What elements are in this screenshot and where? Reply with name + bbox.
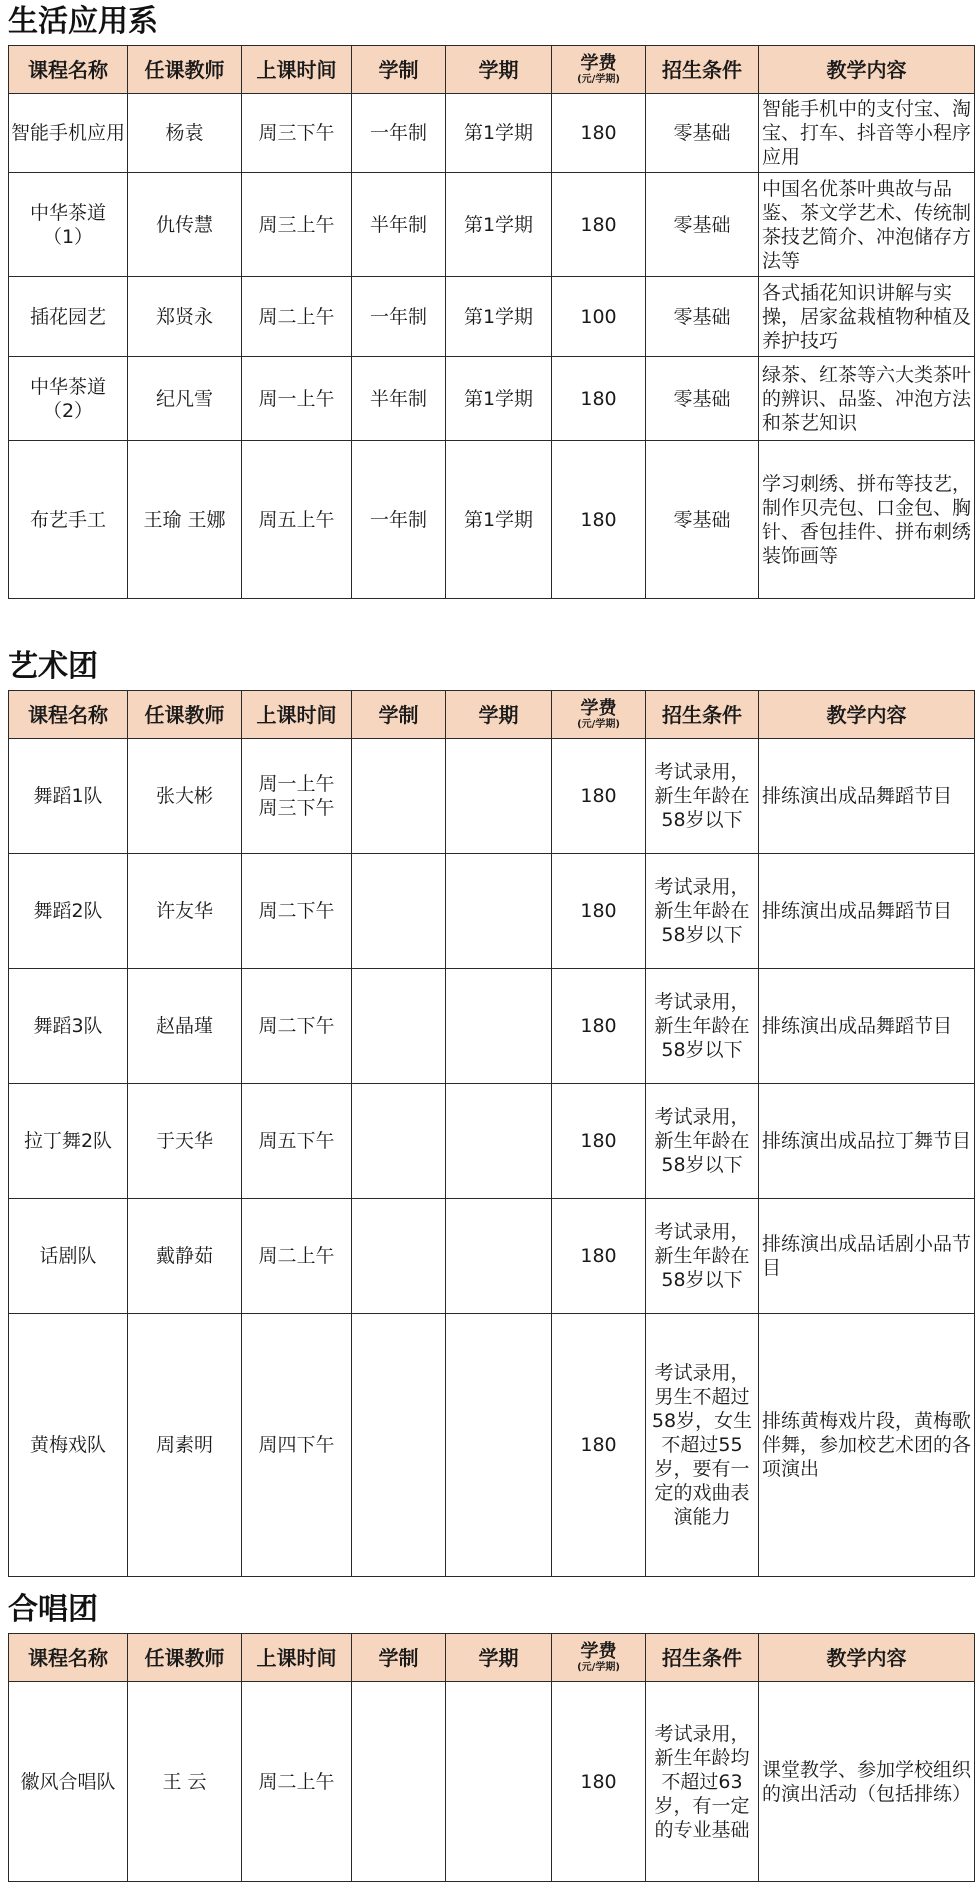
course-condition: 考试录用，新生年龄均不超过63岁，有一定的专业基础 xyxy=(646,1682,759,1882)
col-header-content: 教学内容 xyxy=(759,1634,975,1682)
course-content: 排练演出成品话剧小品节目 xyxy=(759,1199,975,1314)
course-condition: 考试录用，新生年龄在58岁以下 xyxy=(646,1199,759,1314)
col-header-time: 上课时间 xyxy=(242,1634,352,1682)
course-time: 周一上午 xyxy=(242,357,352,441)
course-teacher: 许友华 xyxy=(128,854,242,969)
course-condition: 零基础 xyxy=(646,173,759,277)
col-header-fee xyxy=(552,691,646,739)
table-row xyxy=(9,173,975,277)
course-name: 智能手机应用 xyxy=(9,94,128,173)
table-row xyxy=(9,1084,975,1199)
col-header-condition: 招生条件 xyxy=(646,1634,759,1682)
course-teacher: 纪凡雪 xyxy=(128,357,242,441)
course-condition: 考试录用，新生年龄在58岁以下 xyxy=(646,739,759,854)
course-teacher: 仇传慧 xyxy=(128,173,242,277)
course-time: 周一上午 周三下午 xyxy=(242,739,352,854)
course-name: 拉丁舞2队 xyxy=(9,1084,128,1199)
course-time: 周二上午 xyxy=(242,1682,352,1882)
course-fee: 180 xyxy=(552,173,646,277)
course-system: 半年制 xyxy=(352,357,446,441)
course-term xyxy=(446,1084,552,1199)
course-teacher: 戴静茹 xyxy=(128,1199,242,1314)
course-content: 排练演出成品舞蹈节目 xyxy=(759,739,975,854)
col-header-term: 学期 xyxy=(446,1634,552,1682)
course-condition: 考试录用，新生年龄在58岁以下 xyxy=(646,1084,759,1199)
course-term xyxy=(446,969,552,1084)
col-header-teacher: 任课教师 xyxy=(128,46,242,94)
col-header-system: 学制 xyxy=(352,691,446,739)
course-term: 第1学期 xyxy=(446,357,552,441)
col-header-name: 课程名称 xyxy=(9,691,128,739)
section-title-art-troupe: 艺术团 xyxy=(8,649,98,684)
course-term xyxy=(446,854,552,969)
col-header-condition: 招生条件 xyxy=(646,691,759,739)
course-term xyxy=(446,1314,552,1577)
course-table-art-troupe xyxy=(8,690,975,1577)
table-row xyxy=(9,1314,975,1577)
course-system xyxy=(352,854,446,969)
course-fee: 180 xyxy=(552,441,646,599)
col-header-fee xyxy=(552,46,646,94)
col-header-fee xyxy=(552,1634,646,1682)
course-name: 中华茶道 （1） xyxy=(9,173,128,277)
course-fee: 180 xyxy=(552,739,646,854)
course-time: 周三上午 xyxy=(242,173,352,277)
course-teacher: 周素明 xyxy=(128,1314,242,1577)
col-header-time: 上课时间 xyxy=(242,691,352,739)
course-name: 插花园艺 xyxy=(9,277,128,357)
table-row xyxy=(9,854,975,969)
course-time: 周二下午 xyxy=(242,969,352,1084)
table-row xyxy=(9,969,975,1084)
fee-unit: (元/学期) xyxy=(577,718,620,730)
course-content: 排练演出成品舞蹈节目 xyxy=(759,854,975,969)
course-system xyxy=(352,1314,446,1577)
course-system xyxy=(352,1084,446,1199)
course-condition: 零基础 xyxy=(646,357,759,441)
course-system xyxy=(352,969,446,1084)
course-content: 排练黄梅戏片段，黄梅歌伴舞，参加校艺术团的各项演出 xyxy=(759,1314,975,1577)
course-teacher: 郑贤永 xyxy=(128,277,242,357)
course-fee: 180 xyxy=(552,1199,646,1314)
course-time: 周三下午 xyxy=(242,94,352,173)
course-fee: 100 xyxy=(552,277,646,357)
col-header-teacher: 任课教师 xyxy=(128,691,242,739)
course-name: 舞蹈3队 xyxy=(9,969,128,1084)
course-system xyxy=(352,1682,446,1882)
col-header-teacher: 任课教师 xyxy=(128,1634,242,1682)
fee-unit: (元/学期) xyxy=(577,73,620,85)
table-row xyxy=(9,441,975,599)
table-header-row xyxy=(9,691,975,739)
course-fee: 180 xyxy=(552,1314,646,1577)
course-teacher: 赵晶瑾 xyxy=(128,969,242,1084)
table-row xyxy=(9,357,975,441)
course-name: 舞蹈2队 xyxy=(9,854,128,969)
course-condition: 考试录用，新生年龄在58岁以下 xyxy=(646,969,759,1084)
course-condition: 零基础 xyxy=(646,277,759,357)
col-header-system: 学制 xyxy=(352,46,446,94)
table-row xyxy=(9,1682,975,1882)
course-teacher: 张大彬 xyxy=(128,739,242,854)
course-fee: 180 xyxy=(552,854,646,969)
course-term xyxy=(446,1199,552,1314)
section-title-choir: 合唱团 xyxy=(8,1592,98,1627)
course-condition: 零基础 xyxy=(646,94,759,173)
col-header-term: 学期 xyxy=(446,691,552,739)
course-teacher: 王 云 xyxy=(128,1682,242,1882)
col-header-term: 学期 xyxy=(446,46,552,94)
col-header-content: 教学内容 xyxy=(759,691,975,739)
course-system: 一年制 xyxy=(352,94,446,173)
table-row xyxy=(9,94,975,173)
course-time: 周二上午 xyxy=(242,277,352,357)
course-system xyxy=(352,739,446,854)
course-table-choir xyxy=(8,1633,975,1882)
course-teacher: 王瑜 王娜 xyxy=(128,441,242,599)
course-fee: 180 xyxy=(552,357,646,441)
course-condition: 考试录用，新生年龄在58岁以下 xyxy=(646,854,759,969)
course-system xyxy=(352,1199,446,1314)
course-content: 中国名优茶叶典故与品鉴、茶文学艺术、传统制茶技艺简介、冲泡储存方法等 xyxy=(759,173,975,277)
course-name: 话剧队 xyxy=(9,1199,128,1314)
course-time: 周四下午 xyxy=(242,1314,352,1577)
course-content: 排练演出成品舞蹈节目 xyxy=(759,969,975,1084)
course-content: 课堂教学、参加学校组织的演出活动（包括排练） xyxy=(759,1682,975,1882)
table-row xyxy=(9,277,975,357)
course-table-life-skills xyxy=(8,45,975,599)
course-condition: 零基础 xyxy=(646,441,759,599)
course-name: 黄梅戏队 xyxy=(9,1314,128,1577)
course-time: 周二上午 xyxy=(242,1199,352,1314)
course-name: 舞蹈1队 xyxy=(9,739,128,854)
course-name: 徽风合唱队 xyxy=(9,1682,128,1882)
table-header-row xyxy=(9,46,975,94)
course-name: 中华茶道 （2） xyxy=(9,357,128,441)
course-teacher: 杨袁 xyxy=(128,94,242,173)
table-header-row xyxy=(9,1634,975,1682)
course-term xyxy=(446,1682,552,1882)
course-teacher: 于天华 xyxy=(128,1084,242,1199)
course-content: 各式插花知识讲解与实操，居家盆栽植物种植及养护技巧 xyxy=(759,277,975,357)
fee-label: 学费 xyxy=(580,1640,617,1662)
course-time: 周五下午 xyxy=(242,1084,352,1199)
table-row xyxy=(9,1199,975,1314)
course-content: 排练演出成品拉丁舞节目 xyxy=(759,1084,975,1199)
fee-label: 学费 xyxy=(580,697,617,719)
course-time: 周五上午 xyxy=(242,441,352,599)
course-content: 学习刺绣、拼布等技艺，制作贝壳包、口金包、胸针、香包挂件、拼布刺绣装饰画等 xyxy=(759,441,975,599)
course-system: 半年制 xyxy=(352,173,446,277)
course-term xyxy=(446,739,552,854)
course-term: 第1学期 xyxy=(446,441,552,599)
course-name: 布艺手工 xyxy=(9,441,128,599)
col-header-name: 课程名称 xyxy=(9,1634,128,1682)
course-term: 第1学期 xyxy=(446,94,552,173)
course-content: 智能手机中的支付宝、淘宝、打车、抖音等小程序应用 xyxy=(759,94,975,173)
course-term: 第1学期 xyxy=(446,173,552,277)
col-header-system: 学制 xyxy=(352,1634,446,1682)
course-fee: 180 xyxy=(552,1084,646,1199)
course-content: 绿茶、红茶等六大类茶叶的辨识、品鉴、冲泡方法和茶艺知识 xyxy=(759,357,975,441)
fee-label: 学费 xyxy=(580,52,617,74)
course-system: 一年制 xyxy=(352,277,446,357)
col-header-time: 上课时间 xyxy=(242,46,352,94)
course-term: 第1学期 xyxy=(446,277,552,357)
col-header-condition: 招生条件 xyxy=(646,46,759,94)
fee-unit: (元/学期) xyxy=(577,1661,620,1673)
section-title-life-skills: 生活应用系 xyxy=(8,4,158,39)
col-header-name: 课程名称 xyxy=(9,46,128,94)
course-fee: 180 xyxy=(552,969,646,1084)
course-condition: 考试录用，男生不超过58岁，女生不超过55岁，要有一定的戏曲表演能力 xyxy=(646,1314,759,1577)
course-system: 一年制 xyxy=(352,441,446,599)
course-fee: 180 xyxy=(552,1682,646,1882)
col-header-content: 教学内容 xyxy=(759,46,975,94)
course-fee: 180 xyxy=(552,94,646,173)
course-time: 周二下午 xyxy=(242,854,352,969)
table-row xyxy=(9,739,975,854)
